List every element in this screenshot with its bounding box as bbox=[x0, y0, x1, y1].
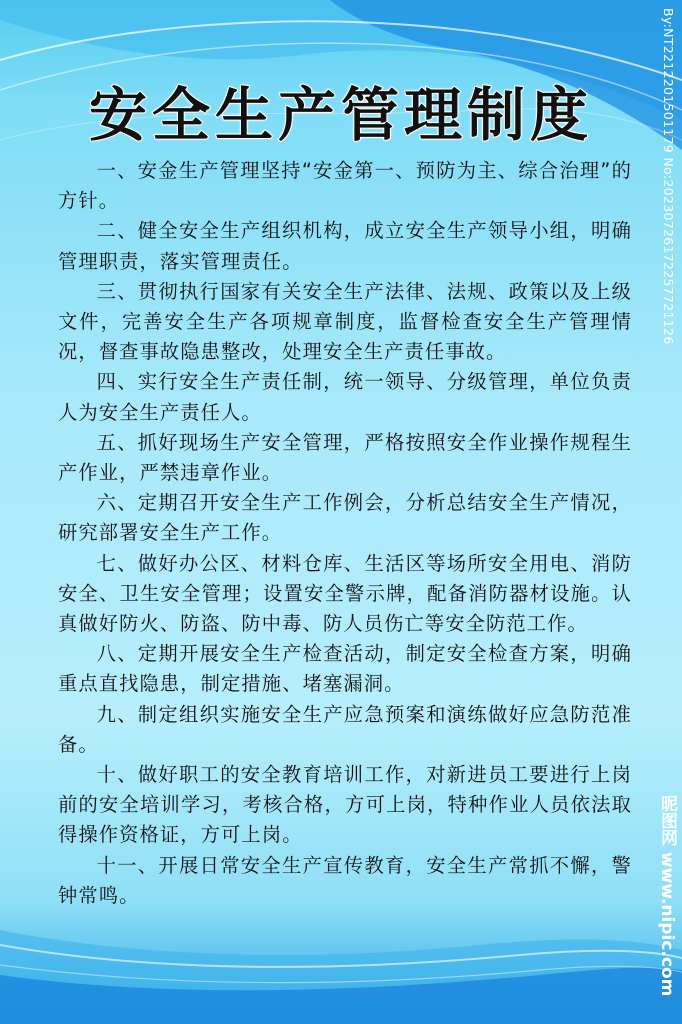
paragraph-5: 五、抓好现场生产安全管理，严格按照安全作业操作规程生产作业，严禁违章作业。 bbox=[58, 430, 632, 485]
paragraph-6: 六、定期召开安全生产工作例会，分析总结安全生产情况，研究部署安全生产工作。 bbox=[58, 491, 632, 545]
paragraph-9: 九、制定组织实施安全生产应急预案和演练做好应急防范准备。 bbox=[58, 702, 632, 756]
paragraph-7: 七、做好办公区、材料仓库、生活区等场所安全用电、消防安全、卫生安全管理；设置安全警示牌，配备消防器材设施。认真做好防火、防盗、防中毒、防人员伤亡等安全防范工作。 bbox=[58, 551, 632, 636]
paragraph-11: 十一、开展日常安全生产宣传教育，安全生产常抓不懈，警钟常鸣。 bbox=[58, 853, 632, 907]
paragraph-1: 一、安金生产管理坚持“安金第一、预防为主、综合治理”的方针。 bbox=[58, 159, 632, 213]
document-body bbox=[58, 156, 632, 911]
paragraph-2: 二、健全安全生产组织机构，成立安全生产领导小组，明确管理职责，落实管理责任。 bbox=[58, 219, 632, 273]
paragraph-4: 四、实行安全生产责任制，统一领导、分级管理，单位负责人为安全生产责任人。 bbox=[58, 370, 632, 424]
watermark-site: 昵图网 www.nipic.com bbox=[657, 795, 677, 997]
paragraph-8: 八、定期开展安全生产检查活动，制定安全检查方案，明确重点直找隐患，制定措施、堵塞漏洞。 bbox=[58, 642, 632, 696]
paragraph-3: 三、贯彻执行国家有关安全生产法律、法规、政策以及上级文件，完善安全生产各项规章制度，监督检查安全生产管理情况，督查事故隐患整改，处理安全生产责任事故。 bbox=[58, 279, 632, 364]
paragraph-10: 十、做好职工的安全教育培训工作，对新进员工要进行上岗前的安全培训学习，考核合格，方可上岗，特种作业人员依法取得操作资格证，方可上岗。 bbox=[58, 763, 632, 847]
page-title: 安全生产管理制度 bbox=[88, 81, 593, 149]
watermark-id: By:NT2212201501179 No:20230726172257721126 bbox=[661, 8, 676, 345]
